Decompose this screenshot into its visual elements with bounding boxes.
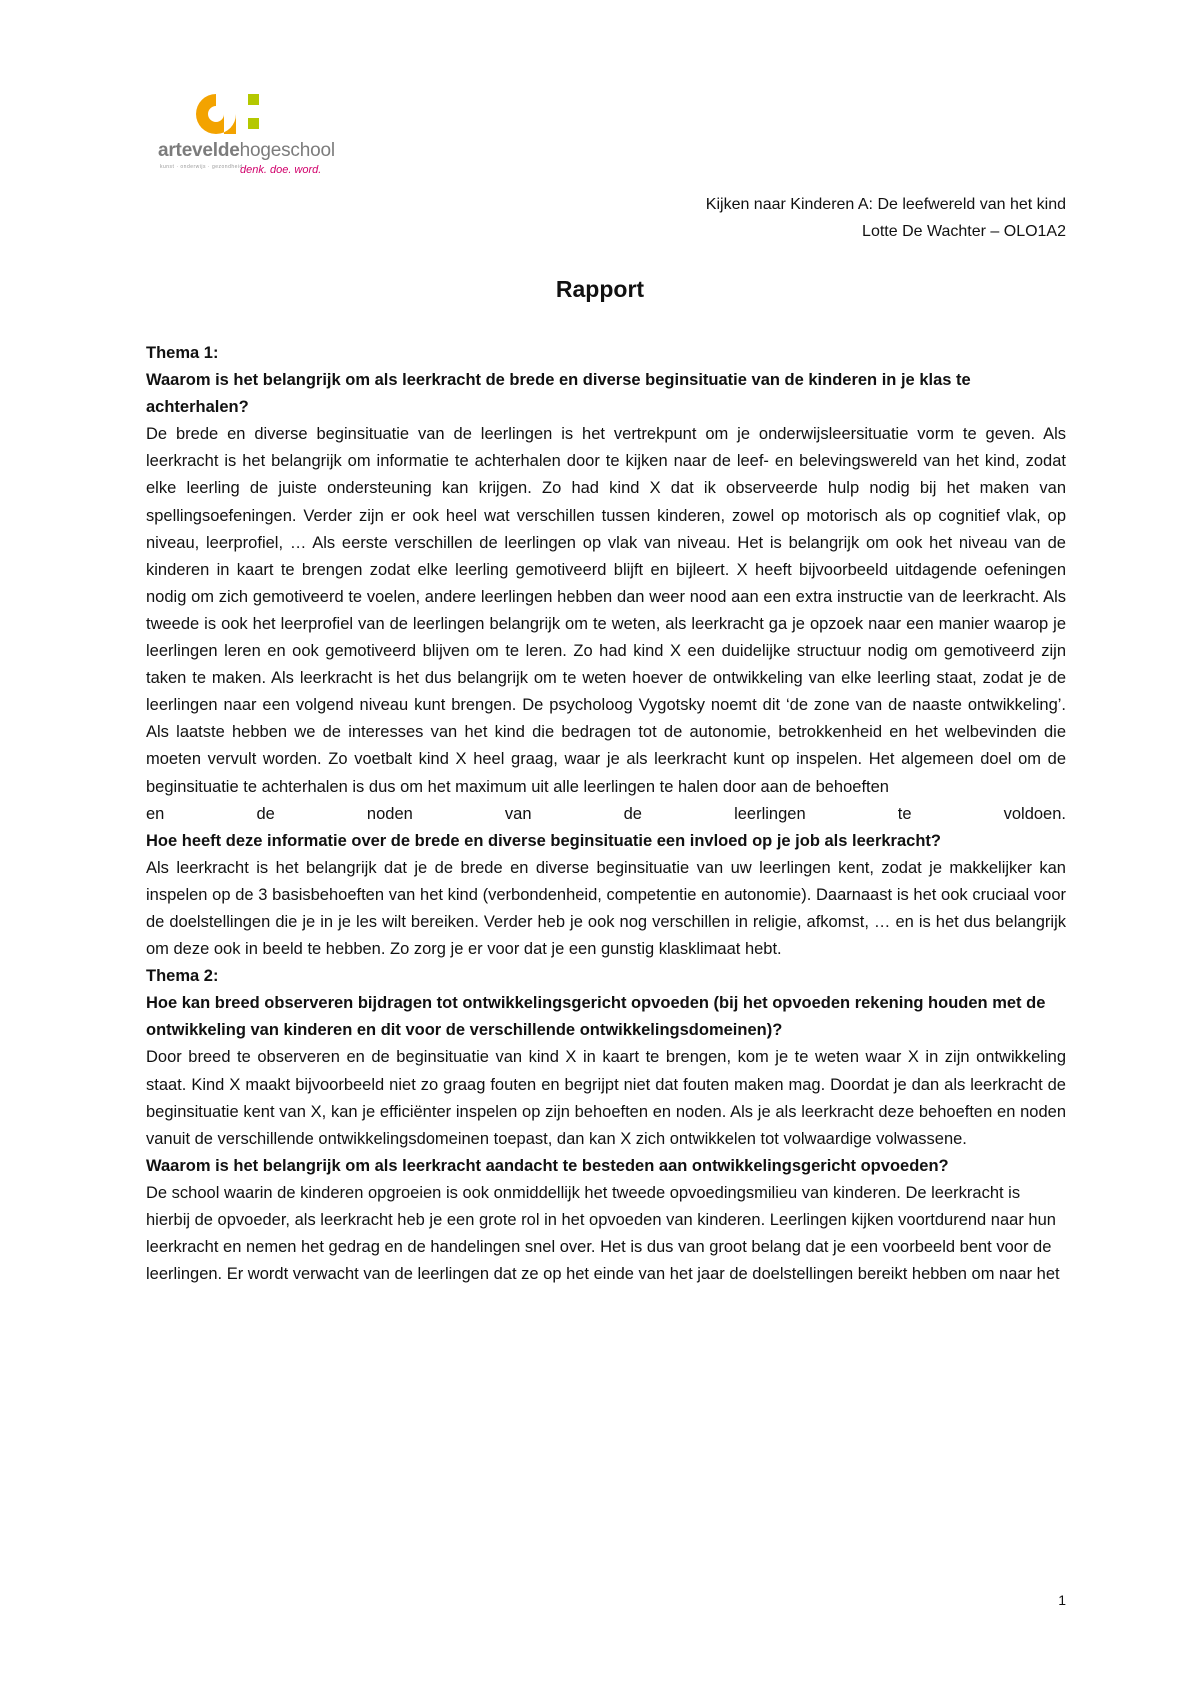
thema1-question-1: Waarom is het belangrijk om als leerkracht de brede en diverse beginsituatie van de kinderen in je klas te achterhalen? [146, 371, 971, 417]
thema1-question-2: Hoe heeft deze informatie over de brede en diverse beginsituatie een invloed op je job als leerkracht? [146, 831, 941, 850]
logo-wordmark: arteveldehogeschool [158, 140, 335, 161]
thema1-answer-1: De brede en diverse beginsituatie van de leerlingen is het vertrekpunt om je onderwijsleersituatie vorm te geven. Als leerkracht is het belangrijk om informatie te achterhalen door te kijken naar de leef- en belevingswereld van het kind, zodat elke leerling de juiste ondersteuning kan krijgen. Zo had kind X dat ik observeerde hulp nodig bij het maken van spellingsoefeningen. Verder zijn er ook heel wat verschillen tussen kinderen, zowel op motorisch als op cognitief vlak, op niveau, leerprofiel, … Als eerste verschillen de leerlingen op vlak van niveau. Het is belangrijk om ook het niveau van de kinderen in kaart te brengen zodat elke leerling gemotiveerd blijft en bijleert. X heeft bijvoorbeeld uitdagende oefeningen nodig om zich gemotiveerd te voelen, andere leerlingen hebben dan weer nood aan een extra instructie van de leerkracht. Als tweede is ook het leerprofiel van de leerlingen belangrijk om te weten, als leerkracht ga je opzoek naar een manier waarop je leerlingen leren en ook gemotiveerd blijven om te leren. Zo had kind X een duidelijke structuur nodig om gemotiveerd zijn taken te maken. Als leerkracht is het dus belangrijk om te weten hoever de ontwikkeling van elke leerling staat, zodat je de leerlingen naar een volgend niveau kunt brengen. De psycholoog Vygotsky noemt dit ‘de zone van de naaste ontwikkeling’. Als laatste hebben we de interesses van het kind die bedragen tot de autonomie, betrokkenheid en het welbevinden die moeten vervult worden. Zo voetbalt kind X heel graag, waar je als leerkracht kunt op inspelen. Het algemeen doel om de beginsituatie te achterhalen is dus om het maximum uit alle leerlingen te halen door aan de behoeften [146, 425, 1066, 796]
thema2-answer-1: Door breed te observeren en de beginsituatie van kind X in kaart te brengen, kom je te weten waar X in zijn ontwikkeling staat. Kind X maakt bijvoorbeeld niet zo graag fouten en begrijpt niet dat fouten maken mag. Doordat je dan als leerkracht de beginsituatie kent van X, kan je efficiënter inspelen op zijn behoeften en noden. Als je als leerkracht deze behoeften en noden vanuit de verschillende ontwikkelingsdomeinen toepast, dan kan X zich ontwikkelen tot volwaardige volwassene. [146, 1048, 1066, 1148]
thema2-answer-2: De school waarin de kinderen opgroeien is ook onmiddellijk het tweede opvoedingsmilieu van kinderen. De leerkracht is hierbij de opvoeder, als leerkracht heb je een grote rol in het opvoeden van kinderen. Leerlingen kijken voortdurend naar hun leerkracht en nemen het gedrag en de handelingen snel over. Het is dus van groot belang dat je een voorbeeld bent voor de leerlingen. Er wordt verwacht van de leerlingen dat ze op het einde van het jaar de doelstellingen bereikt hebben om naar het [146, 1183, 1060, 1284]
thema2-label: Thema 2: [146, 967, 219, 986]
thema2-question-2: Waarom is het belangrijk om als leerkracht aandacht te besteden aan ontwikkelingsgericht opvoeden? [146, 1156, 949, 1175]
author-line: Lotte De Wachter – OLO1A2 [862, 223, 1066, 240]
course-line: Kijken naar Kinderen A: De leefwereld van het kind [705, 196, 1066, 213]
thema1-answer-1-last-line: en de noden van de leerlingen te voldoen. [146, 804, 1066, 823]
document-title: Rapport [555, 276, 645, 302]
logo-a-colon-icon [192, 90, 282, 140]
thema1-label: Thema 1: [146, 344, 219, 362]
arteveldehogeschool-logo [158, 90, 358, 190]
document-body [146, 340, 1066, 1288]
logo-tagline: denk. doe. word. [240, 164, 322, 176]
logo-small-text: kunst · onderwijs · gezondheid [160, 164, 243, 170]
page-number: 1 [1058, 1592, 1066, 1608]
thema2-question-1: Hoe kan breed observeren bijdragen tot ontwikkelingsgericht opvoeden (bij het opvoeden rekening houden met de ontwikkeling van kinderen en dit voor de verschillende ontwikkelingsdomeinen)? [146, 994, 1046, 1040]
thema1-answer-2: Als leerkracht is het belangrijk dat je de brede en diverse beginsituatie van uw leerlingen kent, zodat je makkelijker kan inspelen op de 3 basisbehoeften van het kind (verbondenheid, competentie en autonomie). Daarnaast is het ook cruciaal voor de doelstellingen die je in je les wilt bereiken. Verder heb je ook nog verschillen in religie, afkomst, … en is het dus belangrijk om deze ook in beeld te hebben. Zo zorg je er voor dat je een gunstig klasklimaat hebt. [146, 858, 1066, 959]
